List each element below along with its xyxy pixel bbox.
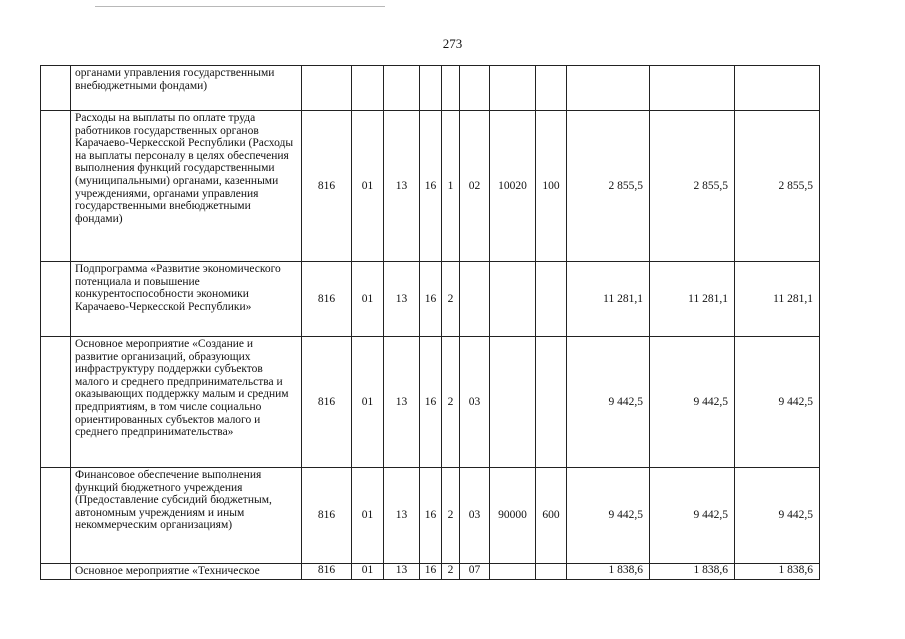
- section-code: [352, 66, 384, 111]
- admin-code: [302, 66, 352, 111]
- measure-code: 07: [460, 564, 490, 580]
- measure-code: 03: [460, 468, 490, 564]
- expense-type-code: 600: [536, 468, 567, 564]
- admin-code: 816: [302, 337, 352, 468]
- section-code: 01: [352, 564, 384, 580]
- measure-code: 02: [460, 111, 490, 262]
- direction-code: 10020: [490, 111, 536, 262]
- amount-2: [650, 66, 735, 111]
- program-code: [420, 66, 442, 111]
- section-code: 01: [352, 111, 384, 262]
- table-row: [41, 564, 820, 580]
- subprogram-code: 2: [442, 564, 460, 580]
- subsection-code: 13: [384, 337, 420, 468]
- row-description: органами управления государственными внебюджетными фондами): [71, 66, 302, 111]
- subsection-code: 13: [384, 468, 420, 564]
- page-number: 273: [442, 36, 463, 51]
- row-description: Подпрограмма «Развитие экономического потенциала и повышение конкурентоспособности экономики Карачаево-Черкесской Республики»: [71, 262, 302, 337]
- measure-code: [460, 66, 490, 111]
- blank-cell: [41, 262, 71, 337]
- amount-1: 9 442,5: [567, 468, 650, 564]
- amount-3: [735, 66, 820, 111]
- measure-code: [460, 262, 490, 337]
- row-description: Финансовое обеспечение выполнения функций бюджетного учреждения (Предоставление субсидий бюджетным, автономным учреждениям и иным некоммерческим организациям): [71, 468, 302, 564]
- blank-cell: [41, 564, 71, 580]
- direction-code: [490, 564, 536, 580]
- program-code: 16: [420, 468, 442, 564]
- table-row: [41, 468, 820, 564]
- subprogram-code: 2: [442, 262, 460, 337]
- amount-1: [567, 66, 650, 111]
- blank-cell: [41, 468, 71, 564]
- budget-table: [40, 65, 820, 580]
- amount-2: 11 281,1: [650, 262, 735, 337]
- amount-3: 1 838,6: [735, 564, 820, 580]
- section-code: 01: [352, 468, 384, 564]
- subprogram-code: 1: [442, 111, 460, 262]
- amount-1: 2 855,5: [567, 111, 650, 262]
- amount-3: 11 281,1: [735, 262, 820, 337]
- row-description: Основное мероприятие «Создание и развитие организаций, образующих инфраструктуру поддержки субъектов малого и среднего предпринимательства и оказывающих поддержку малым и средним предприятиям, в том числе социально ориентированных субъектов малого и среднего предпринимательства»: [71, 337, 302, 468]
- program-code: 16: [420, 564, 442, 580]
- direction-code: [490, 337, 536, 468]
- expense-type-code: [536, 262, 567, 337]
- section-code: 01: [352, 262, 384, 337]
- blank-cell: [41, 66, 71, 111]
- admin-code: 816: [302, 111, 352, 262]
- program-code: 16: [420, 262, 442, 337]
- direction-code: [490, 66, 536, 111]
- scan-edge-line: [95, 6, 385, 7]
- section-code: 01: [352, 337, 384, 468]
- subprogram-code: [442, 66, 460, 111]
- admin-code: 816: [302, 262, 352, 337]
- table-row: [41, 337, 820, 468]
- blank-cell: [41, 337, 71, 468]
- table-row: [41, 262, 820, 337]
- subsection-code: 13: [384, 262, 420, 337]
- expense-type-code: 100: [536, 111, 567, 262]
- admin-code: 816: [302, 564, 352, 580]
- row-description: Расходы на выплаты по оплате труда работников государственных органов Карачаево-Черкесской Республики (Расходы на выплаты персоналу в целях обеспечения выполнения функций государственными (муниципальными) органами, казенными учреждениями, органами управления государственными внебюджетными фондами): [71, 111, 302, 262]
- amount-2: 2 855,5: [650, 111, 735, 262]
- amount-3: 2 855,5: [735, 111, 820, 262]
- expense-type-code: [536, 564, 567, 580]
- amount-2: 9 442,5: [650, 468, 735, 564]
- amount-1: 11 281,1: [567, 262, 650, 337]
- subsection-code: [384, 66, 420, 111]
- table-row: [41, 66, 820, 111]
- expense-type-code: [536, 337, 567, 468]
- table-row: [41, 111, 820, 262]
- amount-1: 9 442,5: [567, 337, 650, 468]
- subprogram-code: 2: [442, 468, 460, 564]
- amount-2: 9 442,5: [650, 337, 735, 468]
- program-code: 16: [420, 111, 442, 262]
- admin-code: 816: [302, 468, 352, 564]
- measure-code: 03: [460, 337, 490, 468]
- direction-code: [490, 262, 536, 337]
- direction-code: 90000: [490, 468, 536, 564]
- amount-3: 9 442,5: [735, 468, 820, 564]
- blank-cell: [41, 111, 71, 262]
- subsection-code: 13: [384, 111, 420, 262]
- amount-1: 1 838,6: [567, 564, 650, 580]
- amount-3: 9 442,5: [735, 337, 820, 468]
- program-code: 16: [420, 337, 442, 468]
- amount-2: 1 838,6: [650, 564, 735, 580]
- row-description: Основное мероприятие «Техническое: [71, 564, 302, 580]
- subprogram-code: 2: [442, 337, 460, 468]
- subsection-code: 13: [384, 564, 420, 580]
- expense-type-code: [536, 66, 567, 111]
